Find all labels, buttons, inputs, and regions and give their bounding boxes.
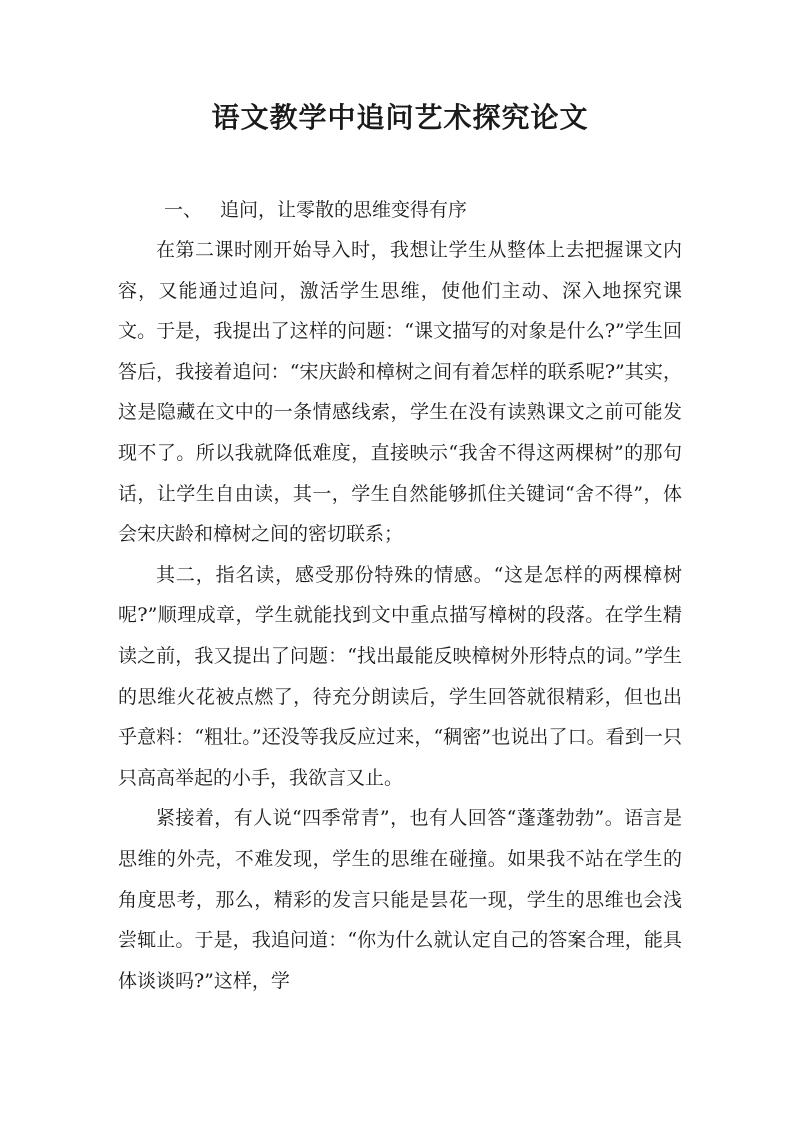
paragraph-3: 紧接着，有人说“四季常青”，也有人回答“蓬蓬勃勃”。语言是思维的外壳，不难发现，学生的思维在碰撞。如果我不站在学生的角度思考，那么，精彩的发言只能是昙花一现，学生的思维也会浅尝辄止。于是，我追问道：“你为什么就认定自己的答案合理，能具体谈谈吗?”这样，学 — [118, 807, 682, 992]
paragraph-2: 其二，指名读，感受那份特殊的情感。“这是怎样的两棵樟树呢?”顺理成章，学生就能找到文中重点描写樟树的段落。在学生精读之前，我又提出了问题：“找出最能反映樟树外形特点的词。”学生的思维火花被点燃了，待充分朗读后，学生回答就很精彩，但也出乎意料：“粗壮。”还没等我反应过来，“稠密”也说出了口。看到一只只高高举起的小手，我欲言又止。 — [118, 563, 682, 789]
section-number: 一、 — [164, 199, 203, 221]
document-body — [118, 190, 682, 1001]
paragraph-1: 在第二课时刚开始导入时，我想让学生从整体上去把握课文内容，又能通过追问，激活学生思维，使他们主动、深入地探究课文。于是，我提出了这样的问题：“课文描写的对象是什么?”学生回答后，我接着追问：“宋庆龄和樟树之间有着怎样的联系呢?”其实，这是隐藏在文中的一条情感线索，学生在没有读熟课文之前可能发现不了。所以我就降低难度，直接映示“我舍不得这两棵树”的那句话，让学生自由读，其一，学生自然能够抓住关键词“舍不得”，体会宋庆龄和樟树之间的密切联系； — [118, 239, 682, 546]
section-heading — [118, 190, 682, 230]
document-title: 语文教学中追问艺术探究论文 — [211, 101, 589, 134]
section-heading-text: 追问，让零散的思维变得有序 — [220, 199, 468, 221]
